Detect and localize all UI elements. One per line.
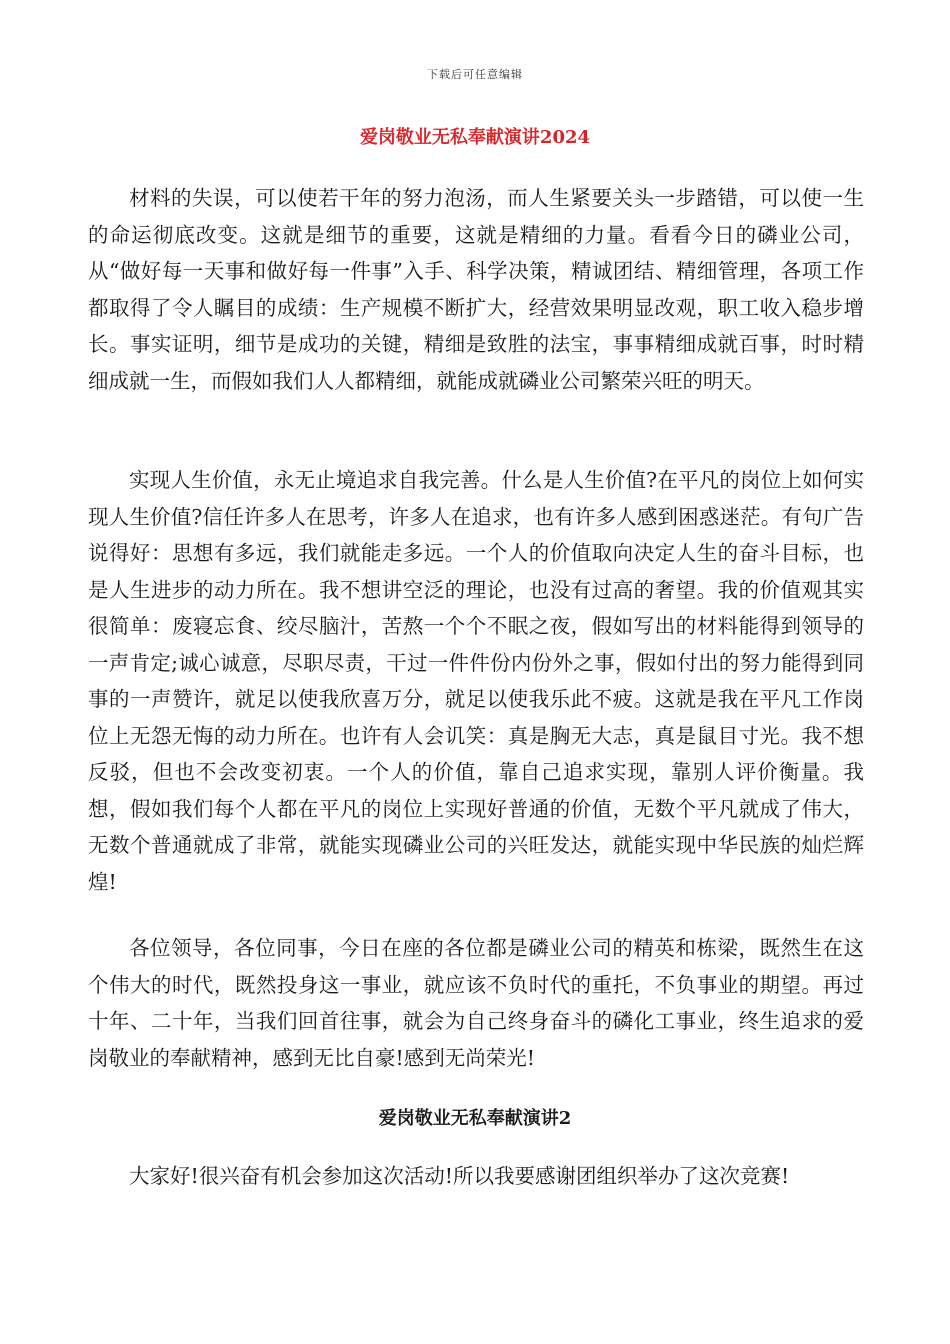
closing-paragraph: 大家好!很兴奋有机会参加这次活动!所以我要感谢团组织举办了这次竞赛! bbox=[129, 1164, 790, 1188]
body-paragraph-1: 材料的失误，可以使若干年的努力泡汤，而人生紧要关头一步踏错，可以使一生的命运彻底改变。这就是细节的重要，这就是精细的力量。看看今日的磷业公司，从“做好每一天事和做好每一件事”入手、科学决策，精诚团结、精细管理，各项工作都取得了令人瞩目的成绩：生产规模不断扩大，经营效果明显改观，职工收入稳步增长。事实证明，细节是成功的关键，精细是致胜的法宝，事事精细成就百事，时时精细成就一生，而假如我们人人都精细，就能成就磷业公司繁荣兴旺的明天。 bbox=[88, 186, 864, 393]
body-paragraph-3: 各位领导，各位同事，今日在座的各位都是磷业公司的精英和栋梁，既然生在这个伟大的时代，既然投身这一事业，就应该不负时代的重托，不负事业的期望。再过十年、二十年，当我们回首往事，就会为自己终身奋斗的磷化工事业，终生追求的爱岗敬业的奉献精神，感到无比自豪!感到无尚荣光! bbox=[88, 936, 864, 1070]
header-note: 下载后可任意编辑 bbox=[427, 68, 523, 81]
document-title: 爱岗敬业无私奉献演讲2024 bbox=[359, 127, 591, 148]
body-paragraph-2: 实现人生价值，永无止境追求自我完善。什么是人生价值?在平凡的岗位上如何实现人生价值?信任许多人在思考，许多人在追求，也有许多人感到困惑迷茫。有句广告说得好：思想有多远，我们就能走多远。一个人的价值取向决定人生的奋斗目标，也是人生进步的动力所在。我不想讲空泛的理论，也没有过高的奢望。我的价值观其实很简单：废寝忘食、绞尽脑汁，苦熬一个个不眠之夜，假如写出的材料能得到领导的一声肯定;诚心诚意，尽职尽责，干过一件件份内份外之事，假如付出的努力能得到同事的一声赞许，就足以使我欣喜万分，就足以使我乐此不疲。这就是我在平凡工作岗位上无怨无悔的动力所在。也许有人会讥笑：真是胸无大志，真是鼠目寸光。我不想反驳，但也不会改变初衷。一个人的价值，靠自己追求实现，靠别人评价衡量。我想，假如我们每个人都在平凡的岗位上实现好普通的价值，无数个平凡就成了伟大，无数个普通就成了非常，就能实现磷业公司的兴旺发达，就能实现中华民族的灿烂辉煌! bbox=[88, 468, 864, 894]
section-title-2: 爱岗敬业无私奉献演讲2 bbox=[378, 1108, 572, 1129]
